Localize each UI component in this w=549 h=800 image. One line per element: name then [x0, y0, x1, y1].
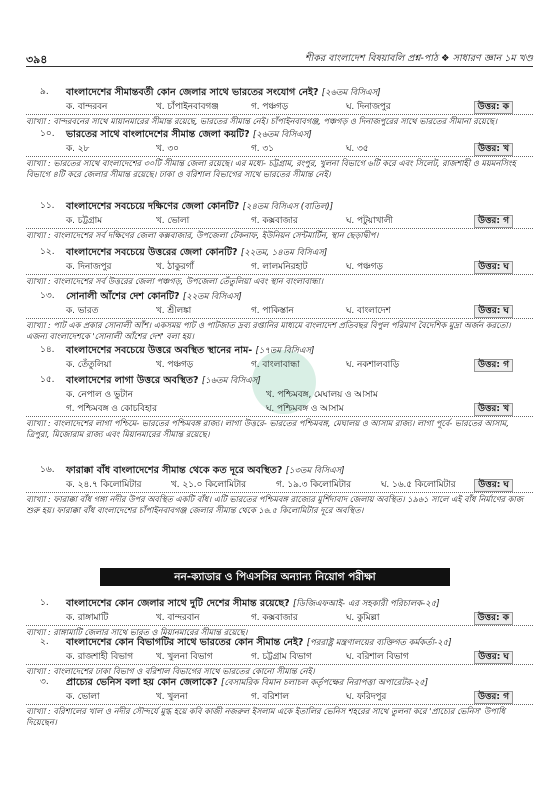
- option: ক. বান্দরবন: [66, 102, 108, 112]
- question-text-wrap: [66, 345, 314, 357]
- option-row: [26, 142, 533, 156]
- answer-badge: উত্তর: গ: [474, 215, 513, 228]
- question-text-wrap: [66, 129, 312, 141]
- option: ক. ভোলা: [66, 692, 100, 702]
- option-row: [26, 304, 533, 318]
- question-block: [26, 200, 533, 248]
- option: গ. ১৯.৩ কিলোমিটার: [276, 480, 351, 490]
- option: ঘ. কুমিল্লা: [346, 613, 380, 623]
- option: ক. চট্টগ্রাম: [66, 216, 103, 226]
- option: ঘ. পশ্চিমবঙ্গ ও আসাম: [266, 404, 344, 414]
- option-row: [26, 388, 533, 402]
- answer-badge: উত্তর: ক: [474, 612, 513, 625]
- option: ক. নেপাল ও ভুটান: [66, 390, 133, 400]
- option-row: [26, 358, 533, 372]
- question-line: [26, 676, 533, 690]
- question-text: সোনালী আঁশের দেশ কোনটি?: [66, 291, 180, 302]
- option: খ. ২১.০ কিলোমিটার: [171, 480, 247, 490]
- option: ক. রাজশাহী বিভাগ: [66, 652, 133, 662]
- answer-badge: উত্তর: খ: [474, 143, 513, 156]
- question-line: [26, 200, 533, 214]
- question-block: [26, 344, 533, 372]
- option: ঘ. ১৬.৫ কিলোমিটার: [381, 480, 456, 490]
- page-header: [26, 50, 533, 67]
- explanation: ব্যাখ্যা : বাংলাদেশের ঢাকা বিভাগ ও বরিশাল বিভাগের সাথে ভারতের কোনো সীমান্ত নেই।: [26, 664, 533, 682]
- question-text: বাংলাদেশের সবচেয়ে উত্তরের জেলা কোনটি?: [66, 247, 238, 258]
- question-text: বাংলাদেশের লাগা উত্তরে অবস্থিত?: [66, 375, 199, 386]
- option: ঘ. ফরিদপুর: [346, 692, 387, 702]
- option-row: [26, 611, 533, 625]
- question-source: [২৪তম বিসিএস (বাতিল)]: [242, 202, 334, 212]
- option-row: [26, 214, 533, 228]
- option: গ. পশ্চিমবঙ্গ ও কোচবিহার: [66, 404, 157, 414]
- option: ক. ভারত: [66, 306, 99, 316]
- question-number: ১১.: [40, 201, 55, 211]
- question-number: ১৩.: [40, 291, 55, 301]
- option: খ. পঞ্চগড়: [156, 360, 194, 370]
- option: ক. ২৮: [66, 144, 90, 154]
- question-number: ২.: [40, 637, 49, 647]
- question-source: [২২তম, ১৪তম বিসিএস]: [240, 248, 328, 258]
- option: ঘ. পটুয়াখালী: [346, 216, 393, 226]
- question-block: [26, 246, 533, 294]
- question-source: [১৭তম বিসিএস]: [255, 346, 315, 356]
- question-block: [26, 676, 533, 734]
- answer-badge: উত্তর: ঘ: [474, 479, 513, 492]
- option: ক. ২৪.৭ কিলোমিটার: [66, 480, 142, 490]
- option: ক. রাঙ্গামাটি: [66, 613, 109, 623]
- explanation: ব্যাখ্যা : পাট এক প্রকার সোনালী আঁশ। একসময় পাট ও পাটজাত দ্রব্য রপ্তানির মাধ্যমে বাংলাদেশ প্রতিবছর বিপুল পরিমাণ বৈদেশিক মুদ্রা অর্জন করতো। এজন্য বাংলাদেশকে 'সোনালী আঁশের দেশ' বলা হয়।: [26, 318, 533, 350]
- question-source: [পররাষ্ট্র মন্ত্রণালয়ের ব্যক্তিগত কর্মকর্তা-২৫]: [306, 638, 452, 648]
- option: খ. ঠাকুরগাঁ: [156, 262, 194, 272]
- option: খ. খুলনা: [156, 692, 188, 702]
- question-number: ১২.: [40, 247, 55, 257]
- option: গ. পঞ্চগড়: [251, 102, 289, 112]
- option: গ. বরিশাল: [251, 692, 289, 702]
- question-block: [26, 374, 533, 448]
- option: ক. দিনাজপুর: [66, 262, 112, 272]
- section-banner: নন-ক্যাডার ও পিএসসির অন্যান্য নিয়োগ পরীক্ষা: [100, 568, 450, 586]
- question-text-wrap: [66, 598, 440, 610]
- question-line: [26, 636, 533, 650]
- option: গ. ৩১: [251, 144, 274, 154]
- option: ঘ. বরিশাল বিভাগ: [346, 652, 409, 662]
- question-text-wrap: [66, 247, 327, 259]
- question-line: [26, 128, 533, 142]
- option-row: [26, 650, 533, 664]
- question-text-wrap: [66, 291, 242, 303]
- question-text: বাংলাদেশের সীমান্তবর্তী কোন জেলার সাথে ভারতের সংযোগ নেই?: [66, 87, 319, 98]
- option: ঘ. নকশালবাড়ি: [346, 360, 399, 370]
- option: গ. চট্টগ্রাম বিভাগ: [251, 652, 312, 662]
- question-line: [26, 246, 533, 260]
- answer-badge: উত্তর: ক: [474, 101, 513, 114]
- option: খ. চাঁপাইনবাবগঞ্জ: [156, 102, 219, 112]
- question-source: [১৩তম বিসিএস]: [285, 466, 345, 476]
- question-text: ফারাক্কা বাঁধ বাংলাদেশের সীমান্ত থেকে কত দূরে অবস্থিত?: [66, 465, 283, 476]
- option-row: [26, 690, 533, 704]
- option: গ. কক্সবাজার: [251, 216, 298, 226]
- option: খ. খুলনা বিভাগ: [156, 652, 213, 662]
- question-text: প্রাচ্যের ভেনিস বলা হয় কোন জেলাকে?: [66, 677, 218, 688]
- option: খ. ভোলা: [156, 216, 190, 226]
- answer-badge: উত্তর: ঘ: [474, 651, 513, 664]
- question-block: [26, 128, 533, 196]
- option: ঘ. দিনাজপুর: [346, 102, 391, 112]
- question-line: [26, 374, 533, 388]
- question-text-wrap: [66, 637, 452, 649]
- question-source: [২৬তম বিসিএস]: [252, 130, 312, 140]
- question-text: বাংলাদেশের কোন জেলার সাথে দুটি দেশের সীমান্ত রয়েছে?: [66, 598, 290, 609]
- explanation: ব্যাখ্যা : বাংলাদেশের লাগা পশ্চিমে- ভারতের পশ্চিমবঙ্গ রাজ্য। লাগা উত্তরে- ভারতের পশ্চিমবঙ্গ, মেঘালয় ও আসাম রাজ্য। লাগা পূর্বে- ভারতের আসাম, ত্রিপুরা, মিজোরাম রাজ্য এবং মিয়ানমারের সীমান্ত রয়েছে।: [26, 416, 533, 448]
- question-source: [২২তম বিসিএস]: [182, 292, 242, 302]
- question-number: ১৬.: [40, 465, 55, 475]
- option: ঘ. পঞ্চগড়: [346, 262, 383, 272]
- question-text-wrap: [66, 201, 333, 213]
- option: ঘ. ৩৫: [346, 144, 369, 154]
- question-line: [26, 464, 533, 478]
- answer-badge: উত্তর: খ: [474, 403, 513, 416]
- question-text-wrap: [66, 87, 381, 99]
- option: গ. লালমনিরহাট: [251, 262, 308, 272]
- answer-badge: উত্তর: গ: [474, 359, 513, 372]
- running-title: শীকর বাংলাদেশ বিষয়াবলি প্রশ্ন-পাঠ ❖ সাধারণ জ্ঞান ১ম খণ্ড: [304, 53, 533, 64]
- question-source: [১৬তম বিসিএস]: [201, 376, 261, 386]
- explanation: ব্যাখ্যা : ভারতের সাথে বাংলাদেশের ৩০টি সীমান্ত জেলা রয়েছে। এর মধ্যে- চট্টগ্রাম, রংপুর, খুলনা বিভাগে ৬টি করে এবং সিলেট, রাজশাহী ও ময়মনসিংহ বিভাগে ৪টি করে জেলার সীমান্ত রয়েছে। ঢাকা ও বরিশাল বিভাগের সাথে ভারতের সীমান্ত নেই।: [26, 156, 533, 196]
- option: খ. ৩০: [156, 144, 179, 154]
- explanation: ব্যাখ্যা : বরিশালের খাল ও নদীর সৌন্দর্যে মুগ্ধ হয়ে কবি কাজী নজরুল ইসলাম একে ইতালির ভেনিস শহরের সাথে তুলনা করে 'প্রাচ্যের ভেনিস' উপাধি দিয়েছেন।: [26, 704, 533, 734]
- answer-badge: উত্তর: ঘ: [474, 261, 513, 274]
- option: গ. কক্সবাজার: [251, 613, 298, 623]
- question-text: বাংলাদেশের সবচেয়ে উত্তরে অবস্থিত স্থানের নাম-: [66, 345, 253, 356]
- explanation: ব্যাখ্যা : বাংলাদেশের সর্ব দক্ষিণের জেলা কক্সবাজার, উপজেলা টেকনাফ, ইউনিয়ন সেন্টমার্টিন, স্থান ছেড়াদ্বীপ।: [26, 228, 533, 248]
- question-text-wrap: [66, 465, 344, 477]
- option-row: [26, 100, 533, 114]
- question-text-wrap: [66, 375, 261, 387]
- question-block: [26, 290, 533, 350]
- option-row: [26, 260, 533, 274]
- question-number: ১০.: [40, 129, 55, 139]
- option: খ. শ্রীলঙ্কা: [156, 306, 192, 316]
- question-text-wrap: [66, 677, 428, 689]
- answer-badge: উত্তর: গ: [474, 691, 513, 704]
- option: ঘ. বাংলাদেশ: [346, 306, 391, 316]
- question-text: বাংলাদেশের সবচেয়ে দক্ষিণের জেলা কোনটি?: [66, 201, 240, 212]
- question-line: [26, 86, 533, 100]
- question-number: ১.: [40, 598, 49, 608]
- option-row: [26, 478, 533, 492]
- question-line: [26, 344, 533, 358]
- question-text: বাংলাদেশের কোন বিভাগটির সাথে ভারতের কোন সীমান্ত নেই?: [66, 637, 304, 648]
- explanation: ব্যাখ্যা : রাঙ্গামাটি জেলার সাথে ভারত ও মিয়ানমারের সীমান্ত রয়েছে।: [26, 625, 533, 643]
- option: গ. বাংলাবান্ধা: [251, 360, 300, 370]
- question-number: ৩.: [40, 677, 49, 687]
- question-line: [26, 597, 533, 611]
- page-number: ৩৯৪: [26, 53, 48, 66]
- question-block: [26, 464, 533, 532]
- question-number: ৯.: [40, 87, 49, 97]
- question-source: [ডিজিএফআই- এর সহকারী পরিচালক-২৫]: [292, 599, 440, 609]
- question-source: [বেসামরিক বিমান চলাচল কর্তৃপক্ষের নিরাপত্তা অপারেটর-২৫]: [221, 678, 429, 688]
- option: খ. বান্দরবান: [156, 613, 200, 623]
- option: খ. পশ্চিমবঙ্গ, মেঘালয় ও আসাম: [266, 390, 378, 400]
- question-source: [২৬তম বিসিএস]: [321, 88, 381, 98]
- explanation: ব্যাখ্যা : বান্দরবনের সাথে মায়ানমারের সীমান্ত রয়েছে, ভারতের সীমান্ত নেই। চাঁপাইনবাবগঞ্জ, পঞ্চগড় ও দিনাজপুরের সাথে ভারতের সীমানা রয়েছে।: [26, 114, 533, 146]
- question-line: [26, 290, 533, 304]
- explanation: ব্যাখ্যা : ফারাক্কা বাঁধ গঙ্গা নদীর উপর অবস্থিত একটি বাঁধ। এটি ভারতের পশ্চিমবঙ্গ রাজ্যের মুর্শিদাবাদ জেলায় অবস্থিত। ১৯৬১ সালে এই বাঁধ নির্মাণের কাজ শুরু হয়। ফারাক্কা বাঁধ বাংলাদেশের চাঁপাইনবাবগঞ্জ জেলার সীমান্ত থেকে ১৬.৫ কিলোমিটার দূরে অবস্থিত।: [26, 492, 533, 532]
- question-number: ১৪.: [40, 345, 55, 355]
- option-row: [26, 402, 533, 416]
- option: ক. তেঁতুলিয়া: [66, 360, 112, 370]
- question-number: ১৫.: [40, 375, 55, 385]
- explanation: ব্যাখ্যা : বাংলাদেশের সর্ব উত্তরের জেলা পঞ্চগড়, উপজেলা তেঁতুলিয়া এবং স্থান বাংলাবান্ধা।: [26, 274, 533, 294]
- option: গ. পাকিস্তান: [251, 306, 294, 316]
- question-text: ভারতের সাথে বাংলাদেশের সীমান্ত জেলা কয়টি?: [66, 129, 250, 140]
- answer-badge: উত্তর: ঘ: [474, 305, 513, 318]
